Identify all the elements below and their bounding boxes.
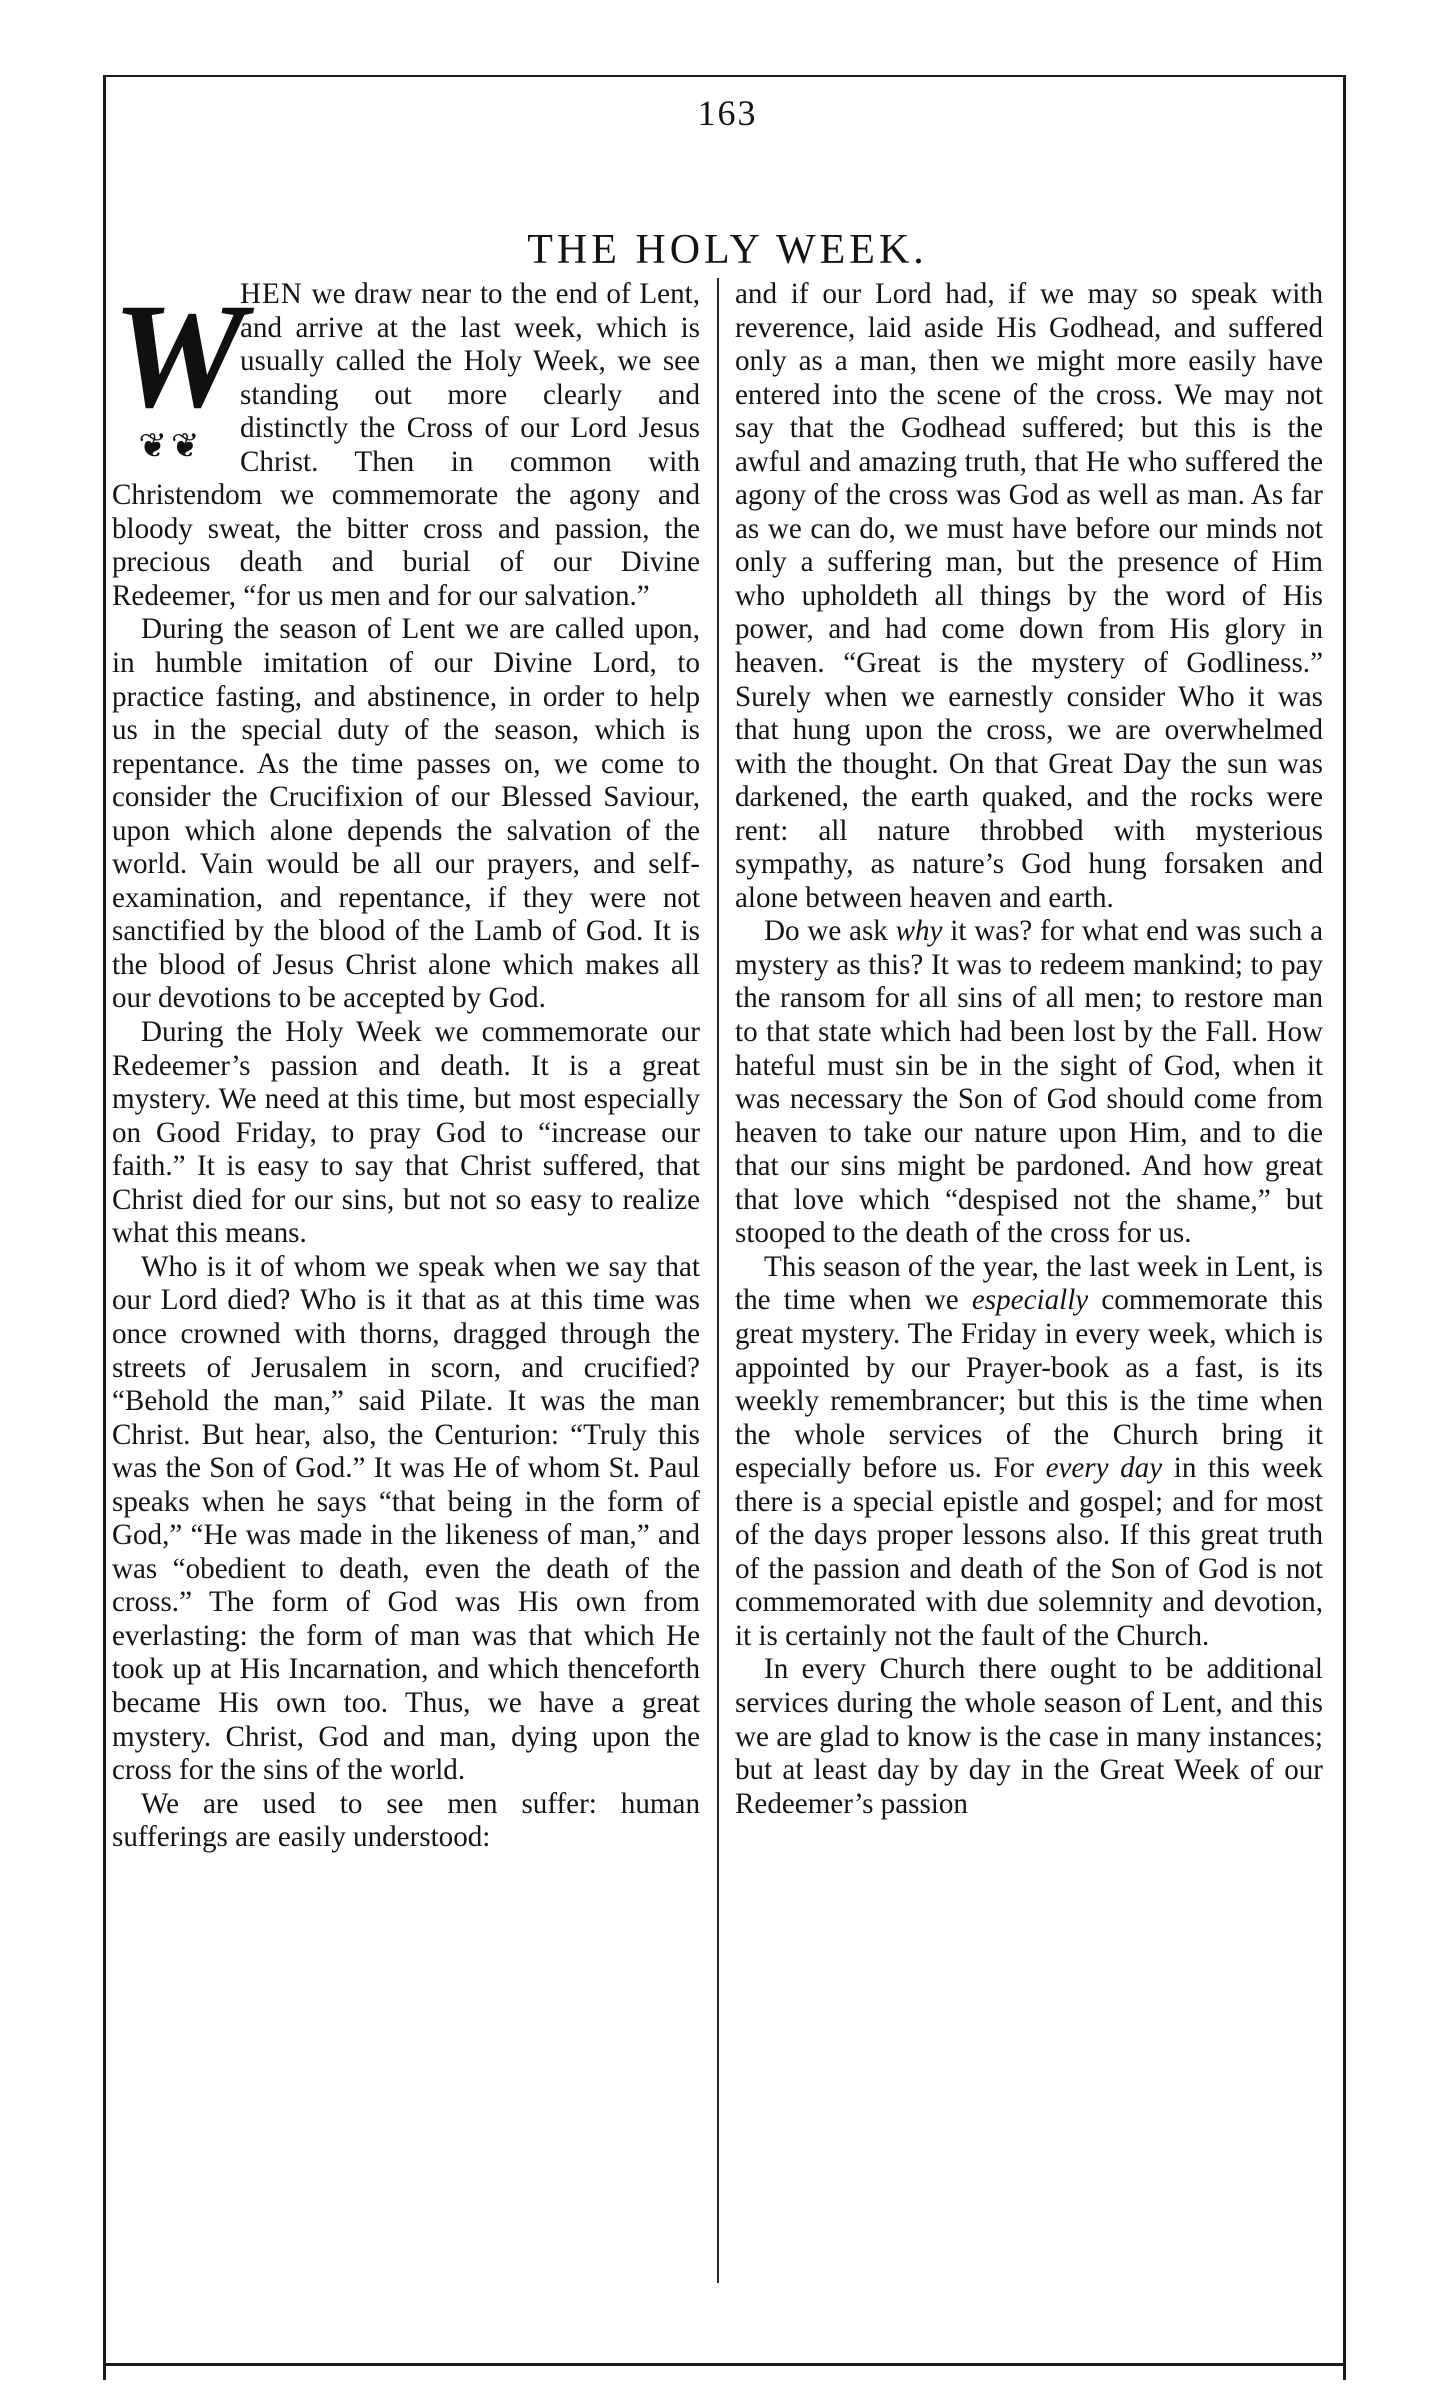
drop-cap-ornament: ❦❦ <box>138 428 204 465</box>
paragraph: In every Church there ought to be additional services during the whole season of Lent, and this we are glad to know is the case in many instances; but at least day by day in the Great Week of our Redeemer’s passion <box>735 1653 1323 1820</box>
left-column <box>112 273 700 1855</box>
right-column <box>735 278 1323 1821</box>
paragraph <box>735 915 1323 1250</box>
lead-caps: HEN <box>240 278 303 310</box>
paragraph <box>735 1251 1323 1654</box>
paragraph-text: in this week there is a special epistle and gospel; and for most of the days proper lessons also. If this great truth of the passion and death of the Son of God is not commemorated with due solemnity and devotion, it is certainly not the fault of the Church. <box>735 1452 1323 1652</box>
paragraph-text: This season of the year, the last week in Lent, is the time when we <box>735 1250 1323 1317</box>
drop-cap-letter: W <box>112 273 246 439</box>
emphasis: every day <box>1045 1452 1163 1485</box>
paragraph: Who is it of whom we speak when we say that our Lord died? Who is it that as at this time was once crowned with thorns, dragged through the streets of Jerusalem in scorn, and crucified? “Behold the man,” said Pilate. It was the man Christ. But hear, also, the Centurion: “Truly this was the Son of God.” It was He of whom St. Paul speaks when he says “that being in the form of God,” “He was made in the likeness of man,” and was “obedient to death, even the death of the cross.” The form of God was His own from everlasting: the form of man was that which He took up at His Incarnation, and which thenceforth became His own too. Thus, we have a great mystery. Christ, God and man, dying upon the cross for the sins of the world. <box>112 1250 700 1787</box>
paragraph-text: Do we ask <box>764 915 896 948</box>
paragraph-text: we draw near to the end of Lent, and arrive at the last week, which is usually called the Holy Week, we see standing out more clearly and distinctly the Cross of our Lord Jesus Christ. Then in common with Christendom we commemorate the agony and bloody sweat, the bitter cross and passion, the precious death and burial of our Divine Redeemer, “for us men and for our salvation.” <box>112 278 700 612</box>
page-number: 163 <box>697 93 758 133</box>
paragraph-text: commemorate this great mystery. The Friday in every week, which is appointed by our Prayer-book as a fast, is its weekly remembrancer; but this is the time when the whole services of the Church bring it especially before us. For <box>735 1284 1323 1485</box>
paragraph: We are used to see men suffer: human sufferings are easily understood: <box>112 1787 700 1854</box>
paragraph: During the season of Lent we are called upon, in humble imitation of our Divine Lord, to practice fasting, and abstinence, in order to help us in the special duty of the season, which is repentance. As the time passes on, we come to consider the Crucifixion of our Blessed Saviour, upon which alone depends the salvation of the world. Vain would be all our prayers, and self-examination, and repentance, if they were not sanctified by the blood of the Lamb of God. It is the blood of Jesus Christ alone which makes all our devotions to be accepted by God. <box>112 613 700 1015</box>
paragraph: and if our Lord had, if we may so speak with reverence, laid aside His Godhead, and suffered only as a man, then we might more easily have entered into the scene of the cross. We may not say that the Godhead suffered; but this is the awful and amazing truth, that He who suffered the agony of the cross was God as well as man. As far as we can do, we must have before our minds not only a suffering man, but the presence of Him who upholdeth all things by the word of His power, and had come down from His glory in heaven. “Great is the mystery of Godliness.” Surely when we earnestly consider Who it was that hung upon the cross, we are overwhelmed with the thought. On that Great Day the sun was darkened, the earth quaked, and the rocks were rent: all nature throbbed with mysterious sympathy, as nature’s God hung forsaken and alone between heaven and earth. <box>735 278 1323 914</box>
emphasis: especially <box>971 1284 1089 1317</box>
paragraph: During the Holy Week we commemorate our Redeemer’s passion and death. It is a great mystery. We need at this time, but most especially on Good Friday, to pray God to “increase our faith.” It is easy to say that Christ suffered, that Christ died for our sins, but not so easy to realize what this means. <box>112 1016 700 1250</box>
article-title: THE HOLY WEEK. <box>527 227 928 273</box>
paragraph-text: it was? for what end was such a mystery as this? It was to redeem mankind; to pay the ransom for all sins of all men; to restore man to that state which had been lost by the Fall. How hateful must sin be in the sight of God, when it was necessary the Son of God should come from heaven to take our nature upon Him, and to die that our sins might be pardoned. And how great that love which “despised not the shame,” but stooped to the death of the cross for us. <box>735 915 1323 1250</box>
bottom-rule <box>103 2363 1346 2366</box>
emphasis: why <box>895 915 943 948</box>
column-divider <box>717 278 719 2283</box>
drop-cap <box>112 273 246 465</box>
